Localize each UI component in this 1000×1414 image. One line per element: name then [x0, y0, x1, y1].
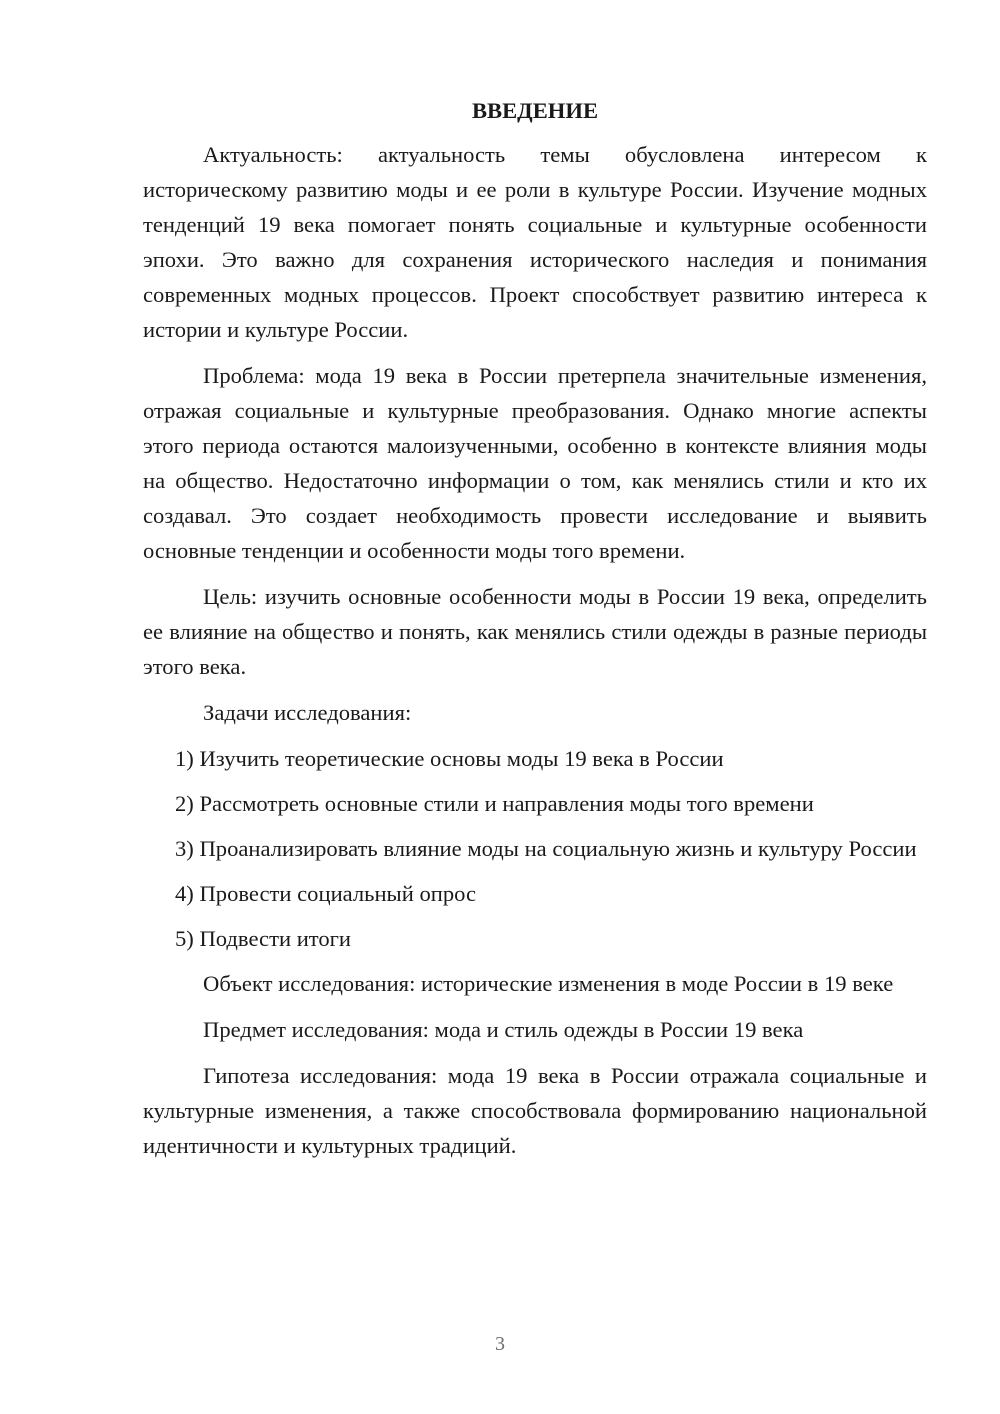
goal-paragraph: Цель: изучить основные особенности моды в России 19 века, определить ее влияние на общество и понять, как менялись стили одежды в разные периоды этого века.	[143, 584, 927, 679]
object-paragraph: Объект исследования: исторические изменения в моде России в 19 веке	[203, 971, 894, 996]
task-item-1: 1) Изучить теоретические основы моды 19 века в России	[175, 746, 724, 771]
relevance-paragraph: Актуальность: актуальность темы обусловлена интересом к историческому развитию моды и ее роли в культуре России. Изучение модных тенденций 19 века помогает понять социальные и культурные особенности эпохи. Это важно для сохранения исторического наследия и понимания современных модных процессов. Проект способствует развитию интереса к истории и культуре России.	[143, 142, 927, 342]
page-number: 3	[495, 1333, 505, 1355]
task-item-5: 5) Подвести итоги	[175, 926, 352, 951]
page-content	[143, 95, 927, 1174]
task-item-3: 3) Проанализировать влияние моды на социальную жизнь и культуру России	[175, 836, 917, 861]
task-item-2: 2) Рассмотреть основные стили и направления моды того времени	[175, 791, 814, 816]
hypothesis-paragraph: Гипотеза исследования: мода 19 века в России отражала социальные и культурные изменения, а также способствовала формированию национальной идентичности и культурных традиций.	[143, 1063, 927, 1158]
section-title: ВВЕДЕНИЕ	[471, 98, 599, 123]
problem-paragraph: Проблема: мода 19 века в России претерпела значительные изменения, отражая социальные и культурные преобразования. Однако многие аспекты этого периода остаются малоизученными, особенно в контексте влияния моды на общество. Недостаточно информации о том, как менялись стили и кто их создавал. Это создает необходимость провести исследование и выявить основные тенденции и особенности моды того времени.	[143, 363, 927, 563]
tasks-heading: Задачи исследования:	[203, 700, 412, 725]
subject-paragraph: Предмет исследования: мода и стиль одежды в России 19 века	[203, 1017, 804, 1042]
task-item-4: 4) Провести социальный опрос	[175, 881, 477, 906]
